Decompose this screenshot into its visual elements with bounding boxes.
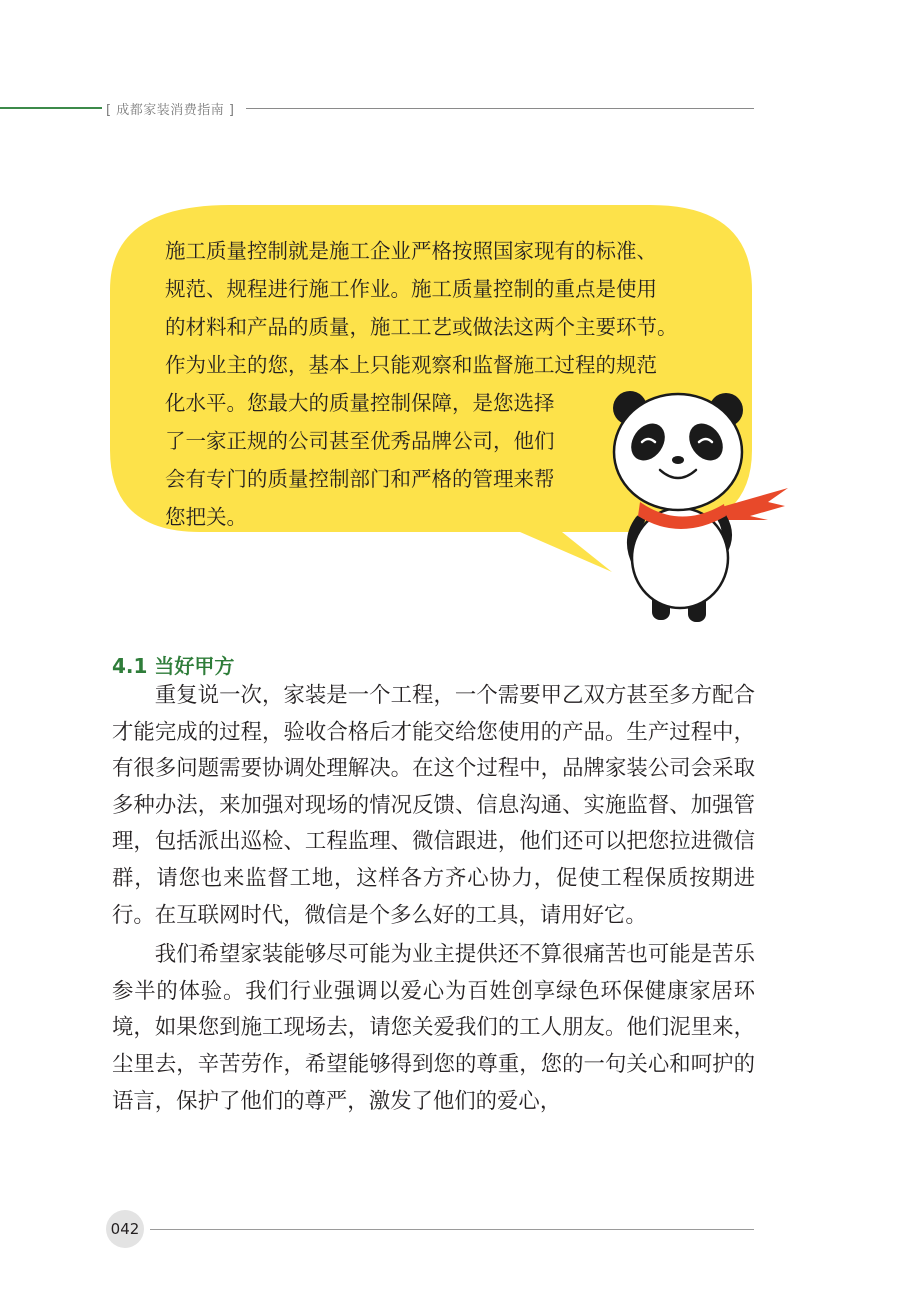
callout-line: 规范、规程进行施工作业。施工质量控制的重点是使用 — [165, 277, 657, 301]
body-paragraph: 我们希望家装能够尽可能为业主提供还不算很痛苦也可能是苦乐参半的体验。我们行业强调以爱心为百姓创享绿色环保健康家居环境，如果您到施工现场去，请您关爱我们的工人朋友。他们泥里来，尘里去，辛苦劳作，希望能够得到您的尊重，您的一句关心和呵护的语言，保护了他们的尊严，激发了他们的爱心， — [112, 942, 755, 1114]
callout-line: 会有专门的质量控制部门和严格的管理来帮 — [165, 467, 555, 491]
callout-line: 施工质量控制就是施工企业严格按照国家现有的标准、 — [165, 239, 657, 263]
callout-line: 了一家正规的公司甚至优秀品牌公司，他们 — [165, 429, 555, 453]
body-paragraph: 重复说一次，家装是一个工程，一个需要甲乙双方甚至多方配合才能完成的过程，验收合格后才能交给您使用的产品。生产过程中，有很多问题需要协调处理解决。在这个过程中，品牌家装公司会采取多种办法，来加强对现场的情况反馈、信息沟通、实施监督、加强管理，包括派出巡检、工程监理、微信跟进，他们还可以把您拉进微信群，请您也来监督工地，这样各方齐心协力，促使工程保质按期进行。在互联网时代，微信是个多么好的工具，请用好它。 — [112, 683, 755, 928]
callout-line: 的材料和产品的质量，施工工艺或做法这两个主要环节。 — [165, 315, 678, 339]
body-text — [112, 678, 755, 1123]
panda-mascot-illustration — [600, 370, 795, 632]
running-header-title: [ 成都家装消费指南 ] — [106, 103, 235, 118]
callout-line: 化水平。您最大的质量控制保障，是您选择 — [165, 391, 555, 415]
scarf-tail — [718, 488, 788, 520]
section-heading: 4.1 当好甲方 — [112, 654, 235, 678]
footer-rule — [150, 1229, 754, 1230]
callout-line: 您把关。 — [165, 505, 247, 529]
page-number: 042 — [106, 1210, 144, 1248]
panda-nose — [672, 456, 684, 464]
callout-line: 作为业主的您，基本上只能观察和监督施工过程的规范 — [165, 353, 657, 377]
